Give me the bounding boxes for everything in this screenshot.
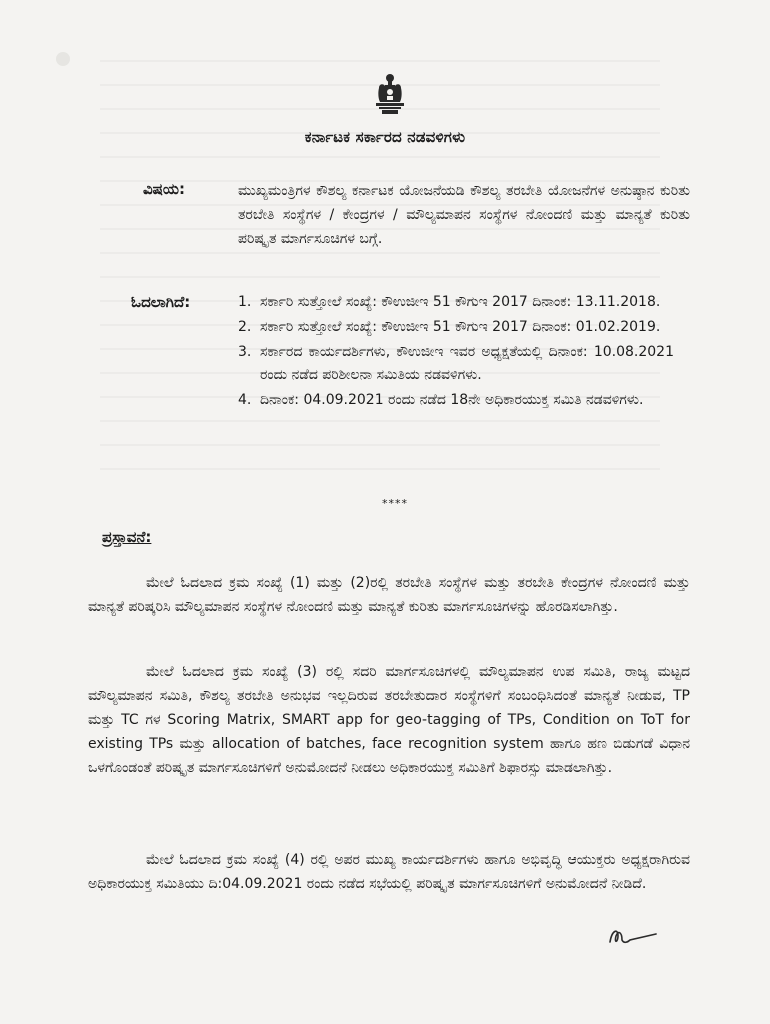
karnataka-emblem-icon (373, 72, 407, 116)
references-label: ಓದಲಾಗಿದೆ: (131, 293, 191, 311)
preamble-paragraph-2: ಮೇಲೆ ಓದಲಾದ ಕ್ರಮ ಸಂಖ್ಯೆ (3) ರಲ್ಲಿ ಸದರಿ ಮಾರ್ಗಸೂಚಿಗಳಲ್ಲಿ ಮೌಲ್ಯಮಾಪನ ಉಪ ಸಮಿತಿ, ರಾಜ್ಯ ಮಟ್ಟದ ಮೌಲ್ಯಮಾಪನ ಸಮಿತಿ, ಕೌಶಲ್ಯ ತರಬೇತಿ ಅನುಭವ ಇಲ್ಲದಿರುವ ತರಬೇತುದಾರ ಸಂಸ್ಥೆಗಳಿಗೆ ಸಂಬಂಧಿಸಿದಂತೆ ಮಾನ್ಯತೆ ನೀಡುವ, TP ಮತ್ತು TC ಗಳ Scoring Matrix, SMART app for geo-tagging of TPs, Condition on ToT for existing TPs ಮತ್ತು allocation of batches, face recognition system ಹಾಗೂ ಹಣ ಬಿಡುಗಡೆ ವಿಧಾನ ಒಳಗೊಂಡಂತೆ ಪರಿಷ್ಕೃತ ಮಾರ್ಗಸೂಚಿಗಳಿಗೆ ಅನುಮೋದನೆ ನೀಡಲು ಅಧಿಕಾರಯುಕ್ತ ಸಮಿತಿಗೆ ಶಿಫಾರಸ್ಸು ಮಾಡಲಾಗಿತ್ತು. (88, 664, 690, 776)
punch-hole-mark (56, 52, 70, 66)
subject-text: ಮುಖ್ಯಮಂತ್ರಿಗಳ ಕೌಶಲ್ಯ ಕರ್ನಾಟಕ ಯೋಜನೆಯಡಿ ಕೌಶಲ್ಯ ತರಬೇತಿ ಯೋಜನೆಗಳ ಅನುಷ್ಠಾನ ಕುರಿತು ತರಬೇತಿ ಸಂಸ್ಥೆಗಳ / ಕೇಂದ್ರಗಳ / ಮೌಲ್ಯಮಾಪನ ಸಂಸ್ಥೆಗಳ ನೋಂದಣಿ ಮತ್ತು ಮಾನ್ಯತೆ ಕುರಿತು ಪರಿಷ್ಕೃತ ಮಾರ್ಗಸೂಚಿಗಳ ಬಗ್ಗೆ. (238, 183, 690, 247)
section-separator: **** (382, 497, 408, 510)
signature-initials-icon (604, 922, 658, 952)
subject-label: ವಿಷಯ: (143, 180, 185, 198)
reference-item (238, 341, 674, 387)
reference-text: ಸರ್ಕಾರಿ ಸುತ್ತೋಲೆ ಸಂಖ್ಯೆ: ಕೌಉಜೀಇ 51 ಕೌಗುಇ 2017 ದಿನಾಂಕ: 13.11.2018. (260, 294, 661, 310)
reference-text: ಸರ್ಕಾರಿ ಸುತ್ತೋಲೆ ಸಂಖ್ಯೆ: ಕೌಉಜೀಇ 51 ಕೌಗುಇ 2017 ದಿನಾಂಕ: 01.02.2019. (260, 319, 661, 335)
reference-text: ಸರ್ಕಾರದ ಕಾರ್ಯದರ್ಶಿಗಳು, ಕೌಉಜೀಇ ಇವರ ಅಧ್ಯಕ್ಷತೆಯಲ್ಲಿ ದಿನಾಂಕ: 10.08.2021 ರಂದು ನಡೆದ ಪರಿಶೀಲನಾ ಸಮಿತಿಯ ನಡವಳಿಗಳು. (260, 344, 674, 383)
preamble-paragraph-3: ಮೇಲೆ ಓದಲಾದ ಕ್ರಮ ಸಂಖ್ಯೆ (4) ರಲ್ಲಿ ಅಪರ ಮುಖ್ಯ ಕಾರ್ಯದರ್ಶಿಗಳು ಹಾಗೂ ಅಭಿವೃದ್ಧಿ ಆಯುಕ್ತರು ಅಧ್ಯಕ್ಷರಾಗಿರುವ ಅಧಿಕಾರಯುಕ್ತ ಸಮಿತಿಯು ದಿ:04.09.2021 ರಂದು ನಡೆದ ಸಭೆಯಲ್ಲಿ ಪರಿಷ್ಕೃತ ಮಾರ್ಗಸೂಚಿಗಳಿಗೆ ಅನುಮೋದನೆ ನೀಡಿದೆ. (88, 852, 690, 892)
reference-item (238, 291, 674, 314)
reference-number: 4. (238, 392, 252, 408)
reference-number: 2. (238, 319, 252, 335)
preamble-label: ಪ್ರಸ್ತಾವನೆ: (102, 528, 152, 546)
reference-number: 1. (238, 294, 252, 310)
references-list (238, 291, 674, 414)
reference-text: ದಿನಾಂಕ: 04.09.2021 ರಂದು ನಡೆದ 18ನೇ ಅಧಿಕಾರಯುಕ್ತ ಸಮಿತಿ ನಡವಳಿಗಳು. (260, 392, 644, 408)
reference-number: 3. (238, 344, 252, 360)
preamble-paragraph-1: ಮೇಲೆ ಓದಲಾದ ಕ್ರಮ ಸಂಖ್ಯೆ (1) ಮತ್ತು (2)ರಲ್ಲಿ ತರಬೇತಿ ಸಂಸ್ಥೆಗಳ ಮತ್ತು ತರಬೇತಿ ಕೇಂದ್ರಗಳ ನೋಂದಣಿ ಮತ್ತು ಮಾನ್ಯತೆ ಪರಿಷ್ಕರಿಸಿ ಮೌಲ್ಯಮಾಪನ ಸಂಸ್ಥೆಗಳ ನೋಂದಣಿ ಮತ್ತು ಮಾನ್ಯತೆ ಕುರಿತು ಮಾರ್ಗಸೂಚಿಗಳನ್ನು ಹೊರಡಿಸಲಾಗಿತ್ತು. (88, 575, 690, 615)
reference-item (238, 316, 674, 339)
reference-item (238, 389, 674, 412)
bleed-through (100, 60, 660, 480)
document-title: ಕರ್ನಾಟಕ ಸರ್ಕಾರದ ನಡವಳಿಗಳು (304, 128, 466, 146)
